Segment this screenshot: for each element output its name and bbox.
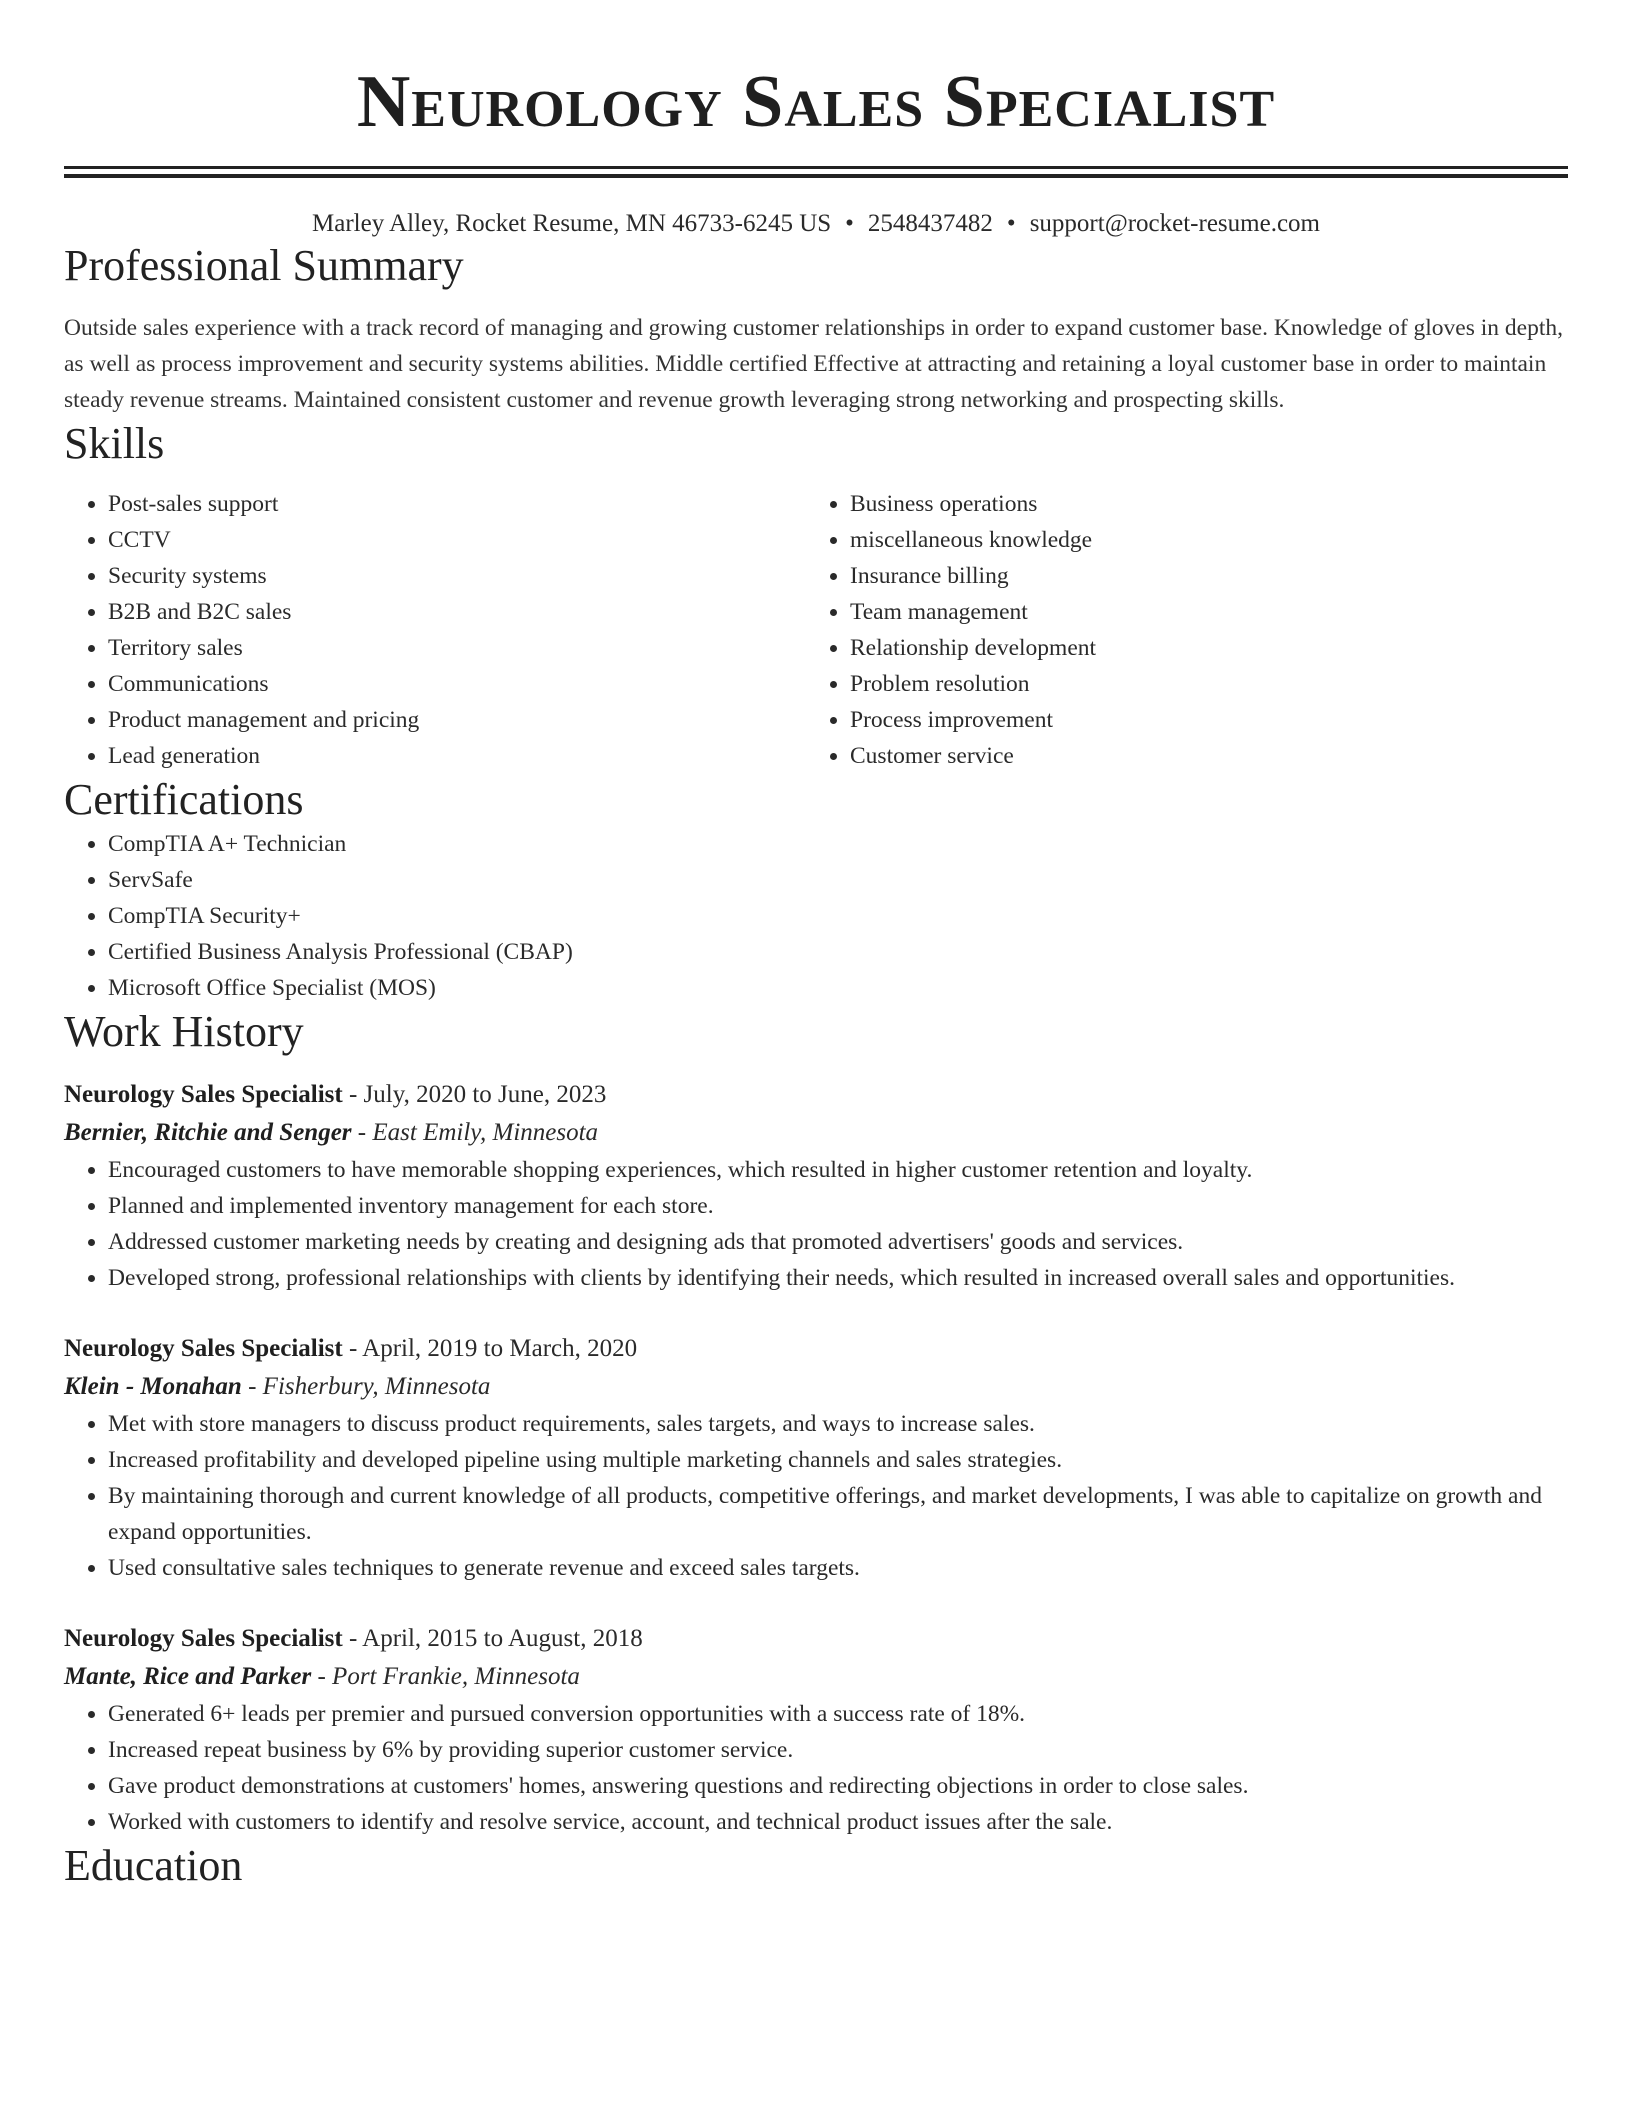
job-dates: - April, 2015 to August, 2018 [342, 1625, 643, 1652]
job-company-line [64, 1368, 1568, 1406]
job-entry [64, 1076, 1568, 1296]
skill-item: • Team management [850, 594, 1548, 630]
job-company: Mante, Rice and Parker [64, 1663, 312, 1690]
job-location: - Port Frankie, Minnesota [311, 1663, 580, 1690]
job-bullets [64, 1406, 1568, 1586]
certifications-heading: Certifications [64, 775, 304, 824]
skills-list-left [64, 486, 806, 774]
skill-item: • Security systems [108, 558, 806, 594]
job-bullets [64, 1152, 1568, 1296]
job-title-line [64, 1620, 1568, 1658]
skills-columns [64, 486, 1568, 774]
certification-item: • ServSafe [108, 862, 1568, 898]
job-title-line [64, 1076, 1568, 1114]
job-bullet: • Addressed customer marketing needs by creating and designing ads that promoted advertisers' goods and services. [108, 1224, 1568, 1260]
job-role: Neurology Sales Specialist [64, 1081, 343, 1108]
job-bullet: • Met with store managers to discuss product requirements, sales targets, and ways to increase sales. [108, 1406, 1568, 1442]
contact-email: support@rocket-resume.com [1029, 210, 1320, 237]
job-bullet: • Encouraged customers to have memorable shopping experiences, which resulted in higher customer retention and loyalty. [108, 1152, 1568, 1188]
job-role: Neurology Sales Specialist [64, 1625, 343, 1652]
certification-item: • Microsoft Office Specialist (MOS) [108, 970, 1568, 1006]
job-bullet: • Increased repeat business by 6% by providing superior customer service. [108, 1732, 1568, 1768]
job-dates: - July, 2020 to June, 2023 [342, 1081, 607, 1108]
contact-separator: • [845, 210, 854, 237]
job-bullet: • By maintaining thorough and current knowledge of all products, competitive offerings, and market developments, I was able to capitalize on growth and expand opportunities. [108, 1478, 1568, 1550]
job-entry [64, 1330, 1568, 1586]
skill-item: • Post-sales support [108, 486, 806, 522]
skill-item: • Problem resolution [850, 666, 1548, 702]
certification-item: • CompTIA Security+ [108, 898, 1568, 934]
resume-title: Neurology Sales Specialist [356, 61, 1276, 143]
job-bullets [64, 1696, 1568, 1840]
summary-heading: Professional Summary [64, 241, 464, 290]
job-bullet: • Used consultative sales techniques to generate revenue and exceed sales targets. [108, 1550, 1568, 1586]
job-title-line [64, 1330, 1568, 1368]
skill-item: • Relationship development [850, 630, 1548, 666]
certification-item: • CompTIA A+ Technician [108, 826, 1568, 862]
skill-item: • Lead generation [108, 738, 806, 774]
skill-item: • Communications [108, 666, 806, 702]
job-entry [64, 1620, 1568, 1840]
skill-item: • CCTV [108, 522, 806, 558]
job-company-line [64, 1114, 1568, 1152]
skill-item: • miscellaneous knowledge [850, 522, 1548, 558]
education-heading: Education [64, 1841, 243, 1890]
job-bullet: • Generated 6+ leads per premier and pursued conversion opportunities with a success rate of 18%. [108, 1696, 1568, 1732]
job-bullet: • Increased profitability and developed pipeline using multiple marketing channels and sales strategies. [108, 1442, 1568, 1478]
skills-column-left [64, 486, 806, 774]
job-location: - East Emily, Minnesota [351, 1119, 599, 1146]
job-bullet: • Gave product demonstrations at customers' homes, answering questions and redirecting objections in order to close sales. [108, 1768, 1568, 1804]
title-divider-top [64, 166, 1568, 169]
summary-text: Outside sales experience with a track record of managing and growing customer relationships in order to expand customer base. Knowledge of gloves in depth, as well as process improvement and security systems abilities. Middle certified Effective at attracting and retaining a loyal customer base in order to maintain steady revenue streams. Maintained consistent customer and revenue growth leveraging strong networking and prospecting skills. [64, 315, 1563, 413]
job-bullet: • Worked with customers to identify and resolve service, account, and technical product issues after the sale. [108, 1804, 1568, 1840]
contact-line [64, 208, 1568, 240]
job-bullet: • Developed strong, professional relationships with clients by identifying their needs, which resulted in increased overall sales and opportunities. [108, 1260, 1568, 1296]
title-divider-bottom [64, 174, 1568, 178]
skills-column-right [806, 486, 1548, 774]
work-history-heading: Work History [64, 1007, 304, 1056]
job-company: Bernier, Ritchie and Senger [64, 1119, 352, 1146]
skill-item: • B2B and B2C sales [108, 594, 806, 630]
certification-item: • Certified Business Analysis Professional (CBAP) [108, 934, 1568, 970]
job-location: - Fisherbury, Minnesota [241, 1373, 491, 1400]
skill-item: • Process improvement [850, 702, 1548, 738]
certifications-list [64, 826, 1568, 1006]
job-company: Klein - Monahan [64, 1373, 242, 1400]
contact-phone: 2548437482 [867, 210, 993, 237]
skill-item: • Business operations [850, 486, 1548, 522]
skill-item: • Territory sales [108, 630, 806, 666]
skill-item: • Product management and pricing [108, 702, 806, 738]
contact-separator: • [1006, 210, 1016, 237]
job-company-line [64, 1658, 1568, 1696]
skill-item: • Customer service [850, 738, 1548, 774]
skills-list-right [806, 486, 1548, 774]
job-role: Neurology Sales Specialist [64, 1335, 343, 1362]
skill-item: • Insurance billing [850, 558, 1548, 594]
contact-address: Marley Alley, Rocket Resume, MN 46733-6245 US [312, 210, 832, 237]
job-dates: - April, 2019 to March, 2020 [342, 1335, 638, 1362]
job-bullet: • Planned and implemented inventory management for each store. [108, 1188, 1568, 1224]
skills-heading: Skills [64, 419, 165, 468]
